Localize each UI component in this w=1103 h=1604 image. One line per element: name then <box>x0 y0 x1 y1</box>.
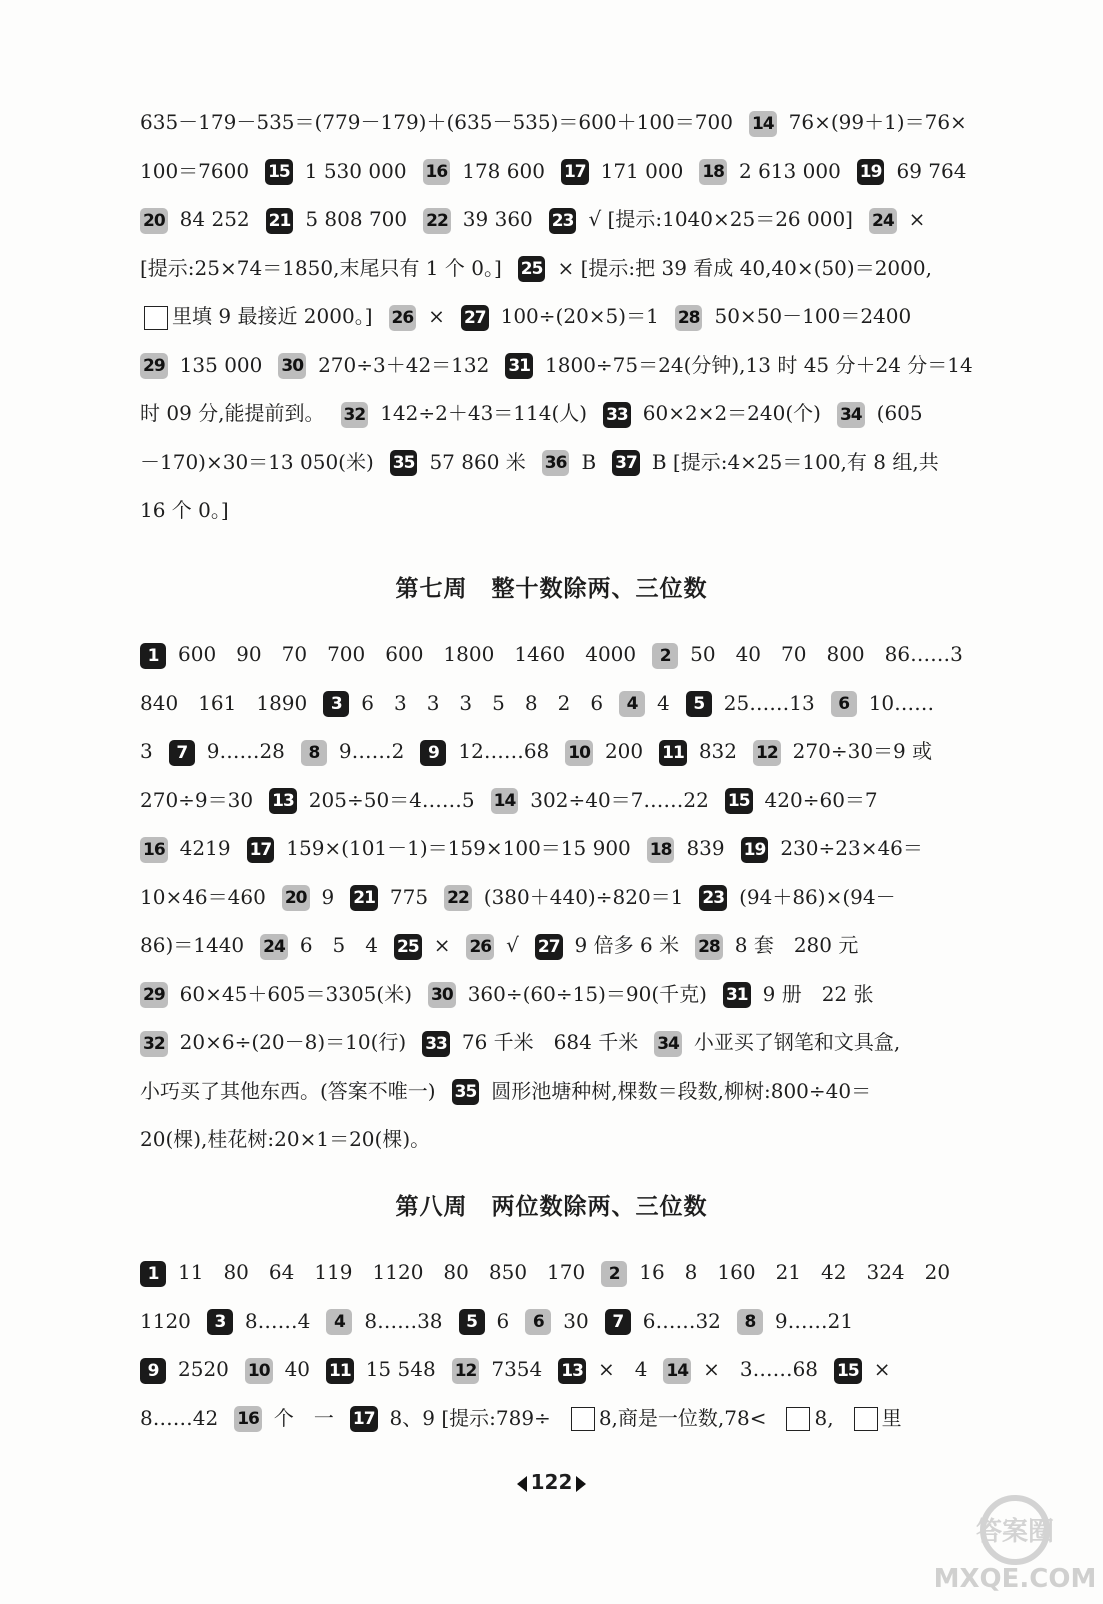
answer-text: 635－179－535＝(779－179)＋(635－535)＝600＋100＝700 <box>140 110 733 134</box>
question-number-badge: 28 <box>675 305 703 331</box>
answer-text: －170)×30＝13 050(米) <box>140 449 374 474</box>
answer-line <box>140 1119 1040 1159</box>
answer-line <box>140 634 1040 674</box>
blank-box-icon <box>144 306 168 330</box>
question-number-badge: 6 <box>525 1309 551 1335</box>
question-number-badge: 5 <box>459 1309 485 1335</box>
question-number-badge: 31 <box>505 353 533 379</box>
question-number-badge: 30 <box>428 982 456 1008</box>
answer-line <box>140 296 1040 336</box>
question-number-badge: 26 <box>466 934 494 960</box>
question-number-badge: 14 <box>749 111 777 137</box>
question-number-badge: 34 <box>654 1031 682 1057</box>
question-number-badge: 15 <box>725 788 753 814</box>
question-number-badge: 2 <box>652 643 678 669</box>
answer-text: (94＋86)×(94－ <box>739 884 896 909</box>
question-number-badge: 3 <box>207 1309 233 1335</box>
question-number-badge: 1 <box>140 643 166 669</box>
answer-text: 4 <box>657 690 670 715</box>
answer-text: 2 613 000 <box>739 158 841 183</box>
question-number-badge: 27 <box>535 934 563 960</box>
blank-box-icon <box>786 1407 810 1431</box>
answer-text: 8、9 [提示:789÷ <box>389 1405 551 1430</box>
answer-line <box>140 490 1040 530</box>
answer-line <box>140 1252 1040 1292</box>
watermark-top-text: 答案圈 <box>975 1517 1055 1547</box>
answer-text: 10…… <box>868 690 935 715</box>
question-number-badge: 10 <box>565 740 593 766</box>
answer-text: 时 09 分,能提前到。 <box>140 401 325 425</box>
question-number-badge: 9 <box>140 1358 166 1384</box>
answer-text: × <box>908 207 926 231</box>
question-number-badge: 32 <box>140 1031 168 1057</box>
left-triangle-icon <box>517 1476 527 1492</box>
question-number-badge: 2 <box>601 1261 627 1287</box>
question-number-badge: 17 <box>247 837 275 863</box>
answer-text: (380＋440)÷820＝1 <box>483 884 684 909</box>
answer-text: 39 360 <box>462 207 533 231</box>
answer-text: 6 3 3 3 5 8 2 6 <box>361 690 604 715</box>
answer-text: 171 000 <box>600 158 684 183</box>
answer-text: 832 <box>698 739 737 763</box>
answer-text: 775 <box>389 884 429 909</box>
answer-text: 12……68 <box>458 739 550 763</box>
question-number-badge: 19 <box>857 159 885 185</box>
question-number-badge: 21 <box>266 208 294 234</box>
question-number-badge: 13 <box>558 1358 586 1384</box>
answer-text: 6 5 4 <box>299 933 379 957</box>
question-number-badge: 7 <box>605 1309 631 1335</box>
answer-text: √ <box>506 933 519 957</box>
question-number-badge: 18 <box>699 159 727 185</box>
question-number-badge: 32 <box>341 402 369 428</box>
question-number-badge: 13 <box>269 788 297 814</box>
answer-text: 1120 <box>140 1308 191 1333</box>
answer-text: 2520 <box>178 1357 229 1381</box>
answer-text: × <box>428 304 445 328</box>
question-number-badge: 20 <box>282 885 310 911</box>
question-number-badge: 34 <box>837 402 865 428</box>
blank-box-icon <box>854 1407 878 1431</box>
answer-text: 小亚买了钢笔和文具盒, <box>693 1030 901 1054</box>
answer-text: 600 90 70 700 600 1800 1460 4000 <box>178 642 637 666</box>
answer-text: 270÷30＝9 或 <box>792 739 933 763</box>
answer-text: 20(棵),桂花树:20×1＝20(棵)。 <box>140 1127 431 1151</box>
answer-text: 60×45＋605＝3305(米) <box>179 981 413 1006</box>
question-number-badge: 11 <box>659 740 687 766</box>
answer-line <box>140 442 1040 482</box>
question-number-badge: 6 <box>831 691 857 717</box>
answer-line <box>140 393 1040 433</box>
answer-text: × 4 <box>597 1357 648 1381</box>
question-number-badge: 17 <box>350 1406 378 1432</box>
answer-text: 839 <box>686 836 725 860</box>
answer-text: 3 <box>140 739 153 763</box>
question-number-badge: 35 <box>390 450 418 476</box>
question-number-badge: 17 <box>561 159 589 185</box>
answer-text: × <box>873 1357 891 1381</box>
answer-text: 76×(99＋1)＝76× <box>788 110 967 134</box>
answer-line <box>140 1349 1040 1389</box>
question-number-badge: 21 <box>350 885 378 911</box>
question-number-badge: 26 <box>389 305 417 331</box>
answer-text: × <box>433 933 451 957</box>
question-number-badge: 33 <box>603 402 631 428</box>
answer-text: 30 <box>563 1308 589 1333</box>
question-number-badge: 31 <box>723 982 751 1008</box>
question-number-badge: 36 <box>542 450 570 476</box>
answer-text: 840 161 1890 <box>140 690 308 715</box>
answer-text: × 3……68 <box>703 1357 819 1381</box>
question-number-badge: 18 <box>647 837 675 863</box>
page-number-text: 122 <box>530 1470 573 1494</box>
question-number-badge: 33 <box>422 1031 450 1057</box>
answer-line <box>140 345 1040 385</box>
answer-line <box>140 731 1040 771</box>
answer-line <box>140 1022 1040 1062</box>
answer-text: 8, <box>814 1405 834 1430</box>
answer-line <box>140 1301 1040 1341</box>
question-number-badge: 11 <box>326 1358 354 1384</box>
question-number-badge: 19 <box>741 837 769 863</box>
answer-text: 8……42 <box>140 1405 219 1430</box>
answer-text: [提示:25×74＝1850,末尾只有 1 个 0。] <box>140 255 502 280</box>
answer-text: 84 252 <box>179 207 250 231</box>
answer-text: 1 530 000 <box>304 158 407 183</box>
watermark-url: MXQE.COM <box>933 1564 1097 1594</box>
answer-line <box>140 1071 1040 1111</box>
question-number-badge: 16 <box>140 837 168 863</box>
answer-line <box>140 780 1040 820</box>
answer-line <box>140 877 1040 917</box>
answer-text: B [提示:4×25＝100,有 8 组,共 <box>651 449 939 474</box>
answer-text: 100＝7600 <box>140 158 250 183</box>
question-number-badge: 10 <box>245 1358 273 1384</box>
answer-text: 9……21 <box>774 1308 854 1333</box>
answer-line <box>140 683 1040 723</box>
section-heading: 第七周 整十数除两、三位数 <box>395 576 708 602</box>
answer-text: 159×(101－1)＝159×100＝15 900 <box>286 836 631 860</box>
answer-text: 50 40 70 800 86……3 <box>690 642 963 666</box>
question-number-badge: 30 <box>278 353 306 379</box>
question-number-badge: 25 <box>518 256 546 282</box>
answer-text: 40 <box>284 1357 311 1381</box>
answer-text: 11 80 64 119 1120 80 850 170 <box>178 1260 586 1284</box>
answer-text: 100÷(20×5)＝1 <box>500 304 659 328</box>
answer-text: 5 808 700 <box>305 207 408 231</box>
answer-text: 4219 <box>179 836 231 860</box>
question-number-badge: 16 <box>423 159 451 185</box>
answer-text: 圆形池塘种树,棵数＝段数,柳树:800÷40＝ <box>491 1078 872 1103</box>
answer-text: 8,商是一位数,78< <box>598 1405 767 1430</box>
answer-text: 9 <box>321 884 335 909</box>
answer-text: 420÷60＝7 <box>764 787 878 812</box>
answer-text: 9……2 <box>338 739 405 763</box>
question-number-badge: 24 <box>869 208 897 234</box>
question-number-badge: 22 <box>444 885 472 911</box>
answer-text: 57 860 米 <box>429 449 526 474</box>
question-number-badge: 5 <box>686 691 712 717</box>
question-number-badge: 14 <box>663 1358 691 1384</box>
question-number-badge: 29 <box>140 353 168 379</box>
answer-text: 8……38 <box>364 1308 443 1333</box>
answer-text: 135 000 <box>179 352 263 377</box>
answer-line <box>140 199 1040 239</box>
question-number-badge: 14 <box>491 788 519 814</box>
answer-text: 60×2×2＝240(个) <box>642 401 821 425</box>
answer-line <box>140 1398 1040 1438</box>
right-triangle-icon <box>576 1476 586 1492</box>
answer-text: 86)＝1440 <box>140 933 245 957</box>
answer-text: (605 <box>876 401 923 425</box>
answer-line <box>140 102 1040 142</box>
answer-text: 20×6÷(20－8)＝10(行) <box>179 1030 407 1054</box>
question-number-badge: 9 <box>420 740 446 766</box>
question-number-badge: 4 <box>326 1309 352 1335</box>
answer-line <box>140 828 1040 868</box>
question-number-badge: 7 <box>169 740 195 766</box>
answer-line <box>140 925 1040 965</box>
answer-text: 230÷23×46＝ <box>780 836 923 860</box>
question-number-badge: 23 <box>549 208 577 234</box>
answer-text: 15 548 <box>365 1357 436 1381</box>
answer-text: 270÷3＋42＝132 <box>318 352 490 377</box>
answer-text: 里 <box>881 1405 902 1430</box>
answer-text: √ [提示:1040×25＝26 000] <box>588 207 853 231</box>
answer-text: 1800÷75＝24(分钟),13 时 45 分＋24 分＝14 <box>545 352 973 377</box>
question-number-badge: 37 <box>612 450 640 476</box>
question-number-badge: 24 <box>260 934 288 960</box>
answer-text: 16 个 0。] <box>140 498 229 522</box>
answer-text: 6……32 <box>642 1308 721 1333</box>
answer-text: 205÷50＝4……5 <box>308 787 475 812</box>
question-number-badge: 28 <box>695 934 723 960</box>
question-number-badge: 4 <box>619 691 645 717</box>
question-number-badge: 23 <box>699 885 727 911</box>
section-heading: 第八周 两位数除两、三位数 <box>395 1194 708 1220</box>
question-number-badge: 20 <box>140 208 168 234</box>
answer-text: 142÷2＋43＝114(人) <box>380 401 588 425</box>
question-number-badge: 16 <box>234 1406 262 1432</box>
question-number-badge: 15 <box>265 159 293 185</box>
answer-text: 里填 9 最接近 2000。] <box>172 304 373 328</box>
answer-text: 个 一 <box>273 1405 334 1430</box>
answer-text: 178 600 <box>462 158 545 183</box>
answer-text: 10×46＝460 <box>140 884 266 909</box>
answer-text: 8……4 <box>244 1308 311 1333</box>
answer-line <box>140 248 1040 288</box>
answer-text: 9 册 22 张 <box>762 981 874 1006</box>
answer-text: B <box>581 449 597 474</box>
watermark-logo <box>930 1490 1100 1600</box>
question-number-badge: 1 <box>140 1261 166 1287</box>
answer-text: 9 倍多 6 米 <box>574 933 680 957</box>
blank-box-icon <box>571 1407 595 1431</box>
answer-text: 200 <box>604 739 644 763</box>
answer-text: 302÷40＝7……22 <box>530 787 709 812</box>
question-number-badge: 8 <box>737 1309 763 1335</box>
answer-text: 小巧买了其他东西。(答案不唯一) <box>140 1078 436 1103</box>
answer-line <box>140 974 1040 1014</box>
answer-text: 8 套 280 元 <box>734 933 859 957</box>
answer-text: 7354 <box>491 1357 543 1381</box>
answer-text: 270÷9＝30 <box>140 787 254 812</box>
question-number-badge: 8 <box>301 740 327 766</box>
answer-text: 69 764 <box>896 158 967 183</box>
question-number-badge: 12 <box>452 1358 480 1384</box>
answer-line <box>140 151 1040 191</box>
question-number-badge: 3 <box>323 691 349 717</box>
question-number-badge: 22 <box>423 208 451 234</box>
answer-text: 9……28 <box>206 739 285 763</box>
answer-text: 25……13 <box>723 690 815 715</box>
question-number-badge: 25 <box>394 934 422 960</box>
answer-text: 6 <box>496 1308 510 1333</box>
question-number-badge: 27 <box>461 305 489 331</box>
answer-text: 50×50－100＝2400 <box>714 304 912 328</box>
answer-text: × [提示:把 39 看成 40,40×(50)＝2000, <box>557 255 932 280</box>
question-number-badge: 29 <box>140 982 168 1008</box>
answer-text: 16 8 160 21 42 324 20 <box>639 1260 951 1284</box>
answer-text: 76 千米 684 千米 <box>461 1030 639 1054</box>
question-number-badge: 12 <box>753 740 781 766</box>
answer-text: 360÷(60÷15)＝90(千克) <box>467 981 707 1006</box>
question-number-badge: 35 <box>452 1079 480 1105</box>
question-number-badge: 15 <box>834 1358 862 1384</box>
